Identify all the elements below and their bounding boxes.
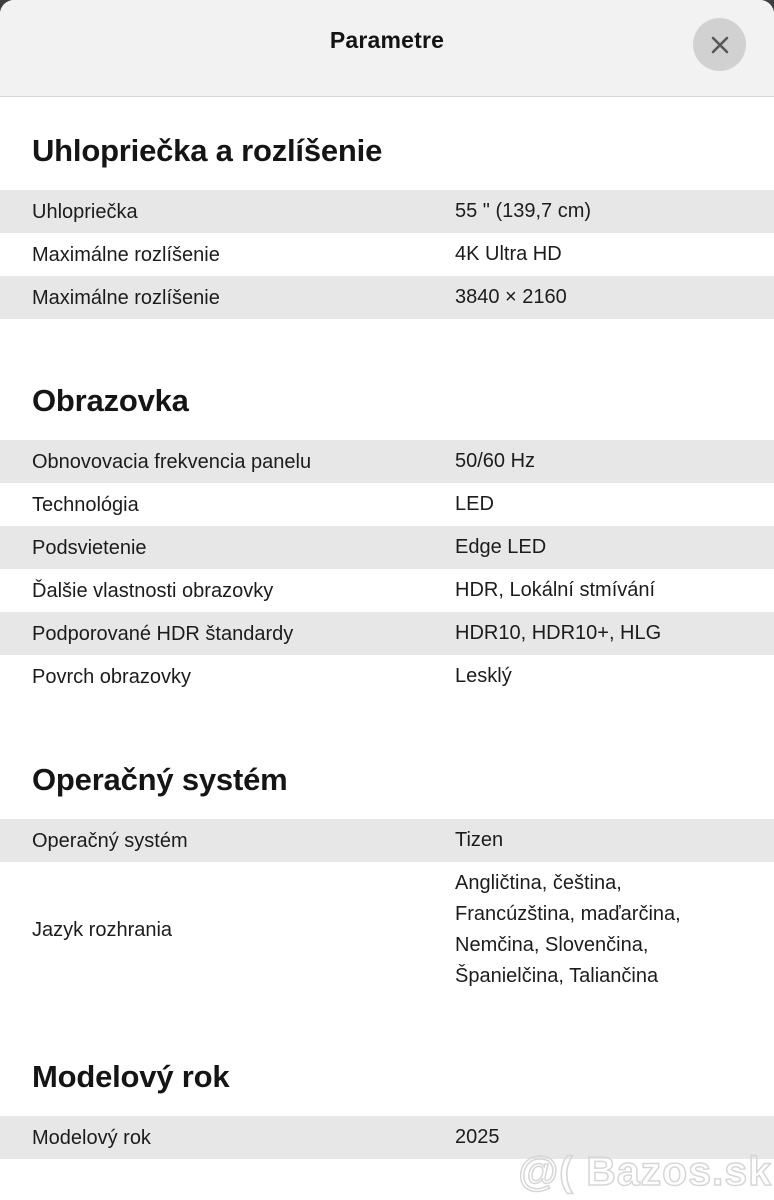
sheet-header: [0, 0, 774, 97]
spec-value: LED: [455, 493, 494, 515]
section-screen: [0, 382, 774, 698]
spec-label: Maximálne rozlíšenie: [32, 243, 220, 266]
section-title: Modelový rok: [32, 1059, 230, 1094]
spec-label: Modelový rok: [32, 1126, 151, 1149]
spec-row: [0, 819, 774, 862]
spec-label: Maximálne rozlíšenie: [32, 286, 220, 309]
spec-label: Podsvietenie: [32, 536, 147, 559]
section-title: Operačný systém: [32, 762, 288, 797]
section-title: Uhlopriečka a rozlíšenie: [32, 133, 383, 168]
spec-label: Povrch obrazovky: [32, 665, 191, 688]
close-icon: [708, 33, 732, 57]
spec-row: [0, 233, 774, 276]
spec-label: Podporované HDR štandardy: [32, 622, 294, 645]
spec-label: Obnovovacia frekvencia panelu: [32, 450, 312, 473]
spec-row: [0, 1116, 774, 1159]
spec-value: 4K Ultra HD: [455, 243, 562, 265]
spec-row: [0, 483, 774, 526]
spec-label: Technológia: [32, 493, 139, 516]
spec-label: Jazyk rozhrania: [32, 919, 173, 941]
spec-value: 50/60 Hz: [455, 450, 536, 472]
spec-value: 2025: [455, 1126, 500, 1148]
parameters-content: [0, 132, 774, 1179]
spec-value: Edge LED: [455, 536, 547, 558]
spec-value: Lesklý: [455, 665, 512, 687]
spec-row: [0, 190, 774, 233]
spec-value: 55 " (139,7 cm): [455, 200, 592, 222]
spec-row: [0, 612, 774, 655]
spec-row: [0, 526, 774, 569]
bazos-watermark: @( Bazos.sk: [518, 1148, 772, 1194]
spec-row: [0, 862, 774, 998]
section-title: Obrazovka: [32, 383, 189, 418]
section-diagonal-resolution: [0, 132, 774, 319]
close-button[interactable]: [693, 18, 746, 71]
section-operating-system: [0, 761, 774, 998]
spec-value: Angličtina, čeština, Francúzština, maďarčina, Nemčina, Slovenčina, Španielčina, Taliančina: [455, 872, 681, 987]
sheet-title: Parametre: [329, 27, 445, 53]
spec-row: [0, 440, 774, 483]
spec-value: HDR, Lokální stmívání: [455, 579, 656, 601]
spec-label: Ďalšie vlastnosti obrazovky: [32, 579, 274, 602]
spec-label: Operačný systém: [32, 829, 188, 852]
section-model-year: [0, 1058, 774, 1159]
spec-value: HDR10, HDR10+, HLG: [455, 622, 662, 644]
spec-row: [0, 569, 774, 612]
spec-value: 3840 × 2160: [455, 286, 567, 308]
spec-label: Uhlopriečka: [32, 200, 138, 223]
spec-row: [0, 276, 774, 319]
spec-row: [0, 655, 774, 698]
spec-value: Tizen: [455, 829, 504, 851]
